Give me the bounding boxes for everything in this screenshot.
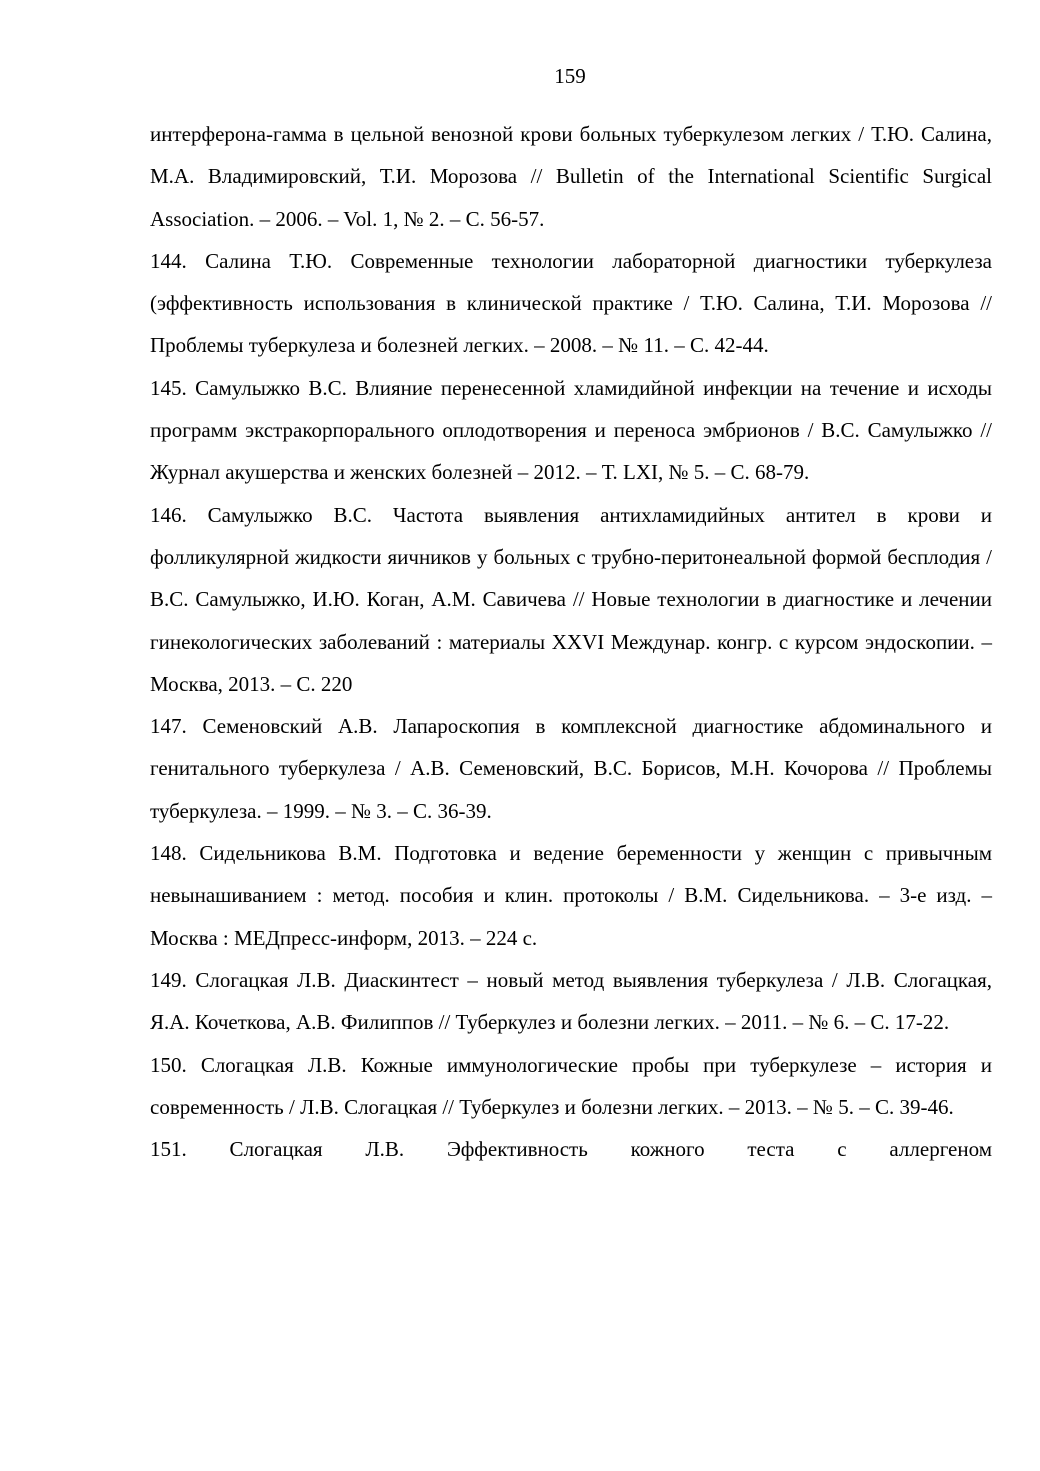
reference-146: 146. Самулыжко В.С. Частота выявления антихламидийных антител в крови и фолликулярной жидкости яичников у больных с трубно-перитонеальной формой бесплодия / В.С. Самулыжко, И.Ю. Коган, А.М. Савичева // Новые технологии в диагностике и лечении гинекологических заболеваний : материалы XXVI Междунар. конгр. с курсом эндоскопии. – Москва, 2013. – С. 220 [150,502,992,696]
reference-150: 150. Слогацкая Л.В. Кожные иммунологические пробы при туберкулезе – история и современность / Л.В. Слогацкая // Туберкулез и болезни легких. – 2013. – № 5. – С. 39-46. [150,1052,992,1119]
reference-continuation: интерферона-гамма в цельной венозной крови больных туберкулезом легких / Т.Ю. Салина, М.А. Владимировский, Т.И. Морозова // Bulletin of the International Scientific Surgical Association. – 2006. – Vol. 1, № 2. – С. 56-57. [150,122,992,231]
reference-list [150,113,992,1170]
reference-149: 149. Слогацкая Л.В. Диаскинтест – новый метод выявления туберкулеза / Л.В. Слогацкая, Я.А. Кочеткова, А.В. Филиппов // Туберкулез и болезни легких. – 2011. – № 6. – С. 17-22. [150,967,992,1035]
reference-148: 148. Сидельникова В.М. Подготовка и ведение беременности у женщин с привычным невынашиванием : метод. пособия и клин. протоколы / В.М. Сидельникова. – 3-е изд. – Москва : МЕДпресс-информ, 2013. – 224 с. [150,841,992,950]
reference-145: 145. Самулыжко В.С. Влияние перенесенной хламидийной инфекции на течение и исходы программ экстракорпорального оплодотворения и переноса эмбрионов / В.С. Самулыжко // Журнал акушерства и женских болезней – 2012. – Т. LXI, № 5. – С. 68-79. [150,375,992,485]
reference-151: 151. Слогацкая Л.В. Эффективность кожного теста с аллергеном [150,1137,992,1162]
reference-147: 147. Семеновский А.В. Лапароскопия в комплексной диагностике абдоминального и генитального туберкулеза / А.В. Семеновский, В.С. Борисов, М.Н. Кочорова // Проблемы туберкулеза. – 1999. – № 3. – С. 36-39. [150,714,992,823]
reference-144: 144. Салина Т.Ю. Современные технологии лабораторной диагностики туберкулеза (эффективность использования в клинической практике / Т.Ю. Салина, Т.И. Морозова // Проблемы туберкулеза и болезней легких. – 2008. – № 11. – С. 42-44. [150,248,992,358]
page-number: 159 [554,64,586,88]
